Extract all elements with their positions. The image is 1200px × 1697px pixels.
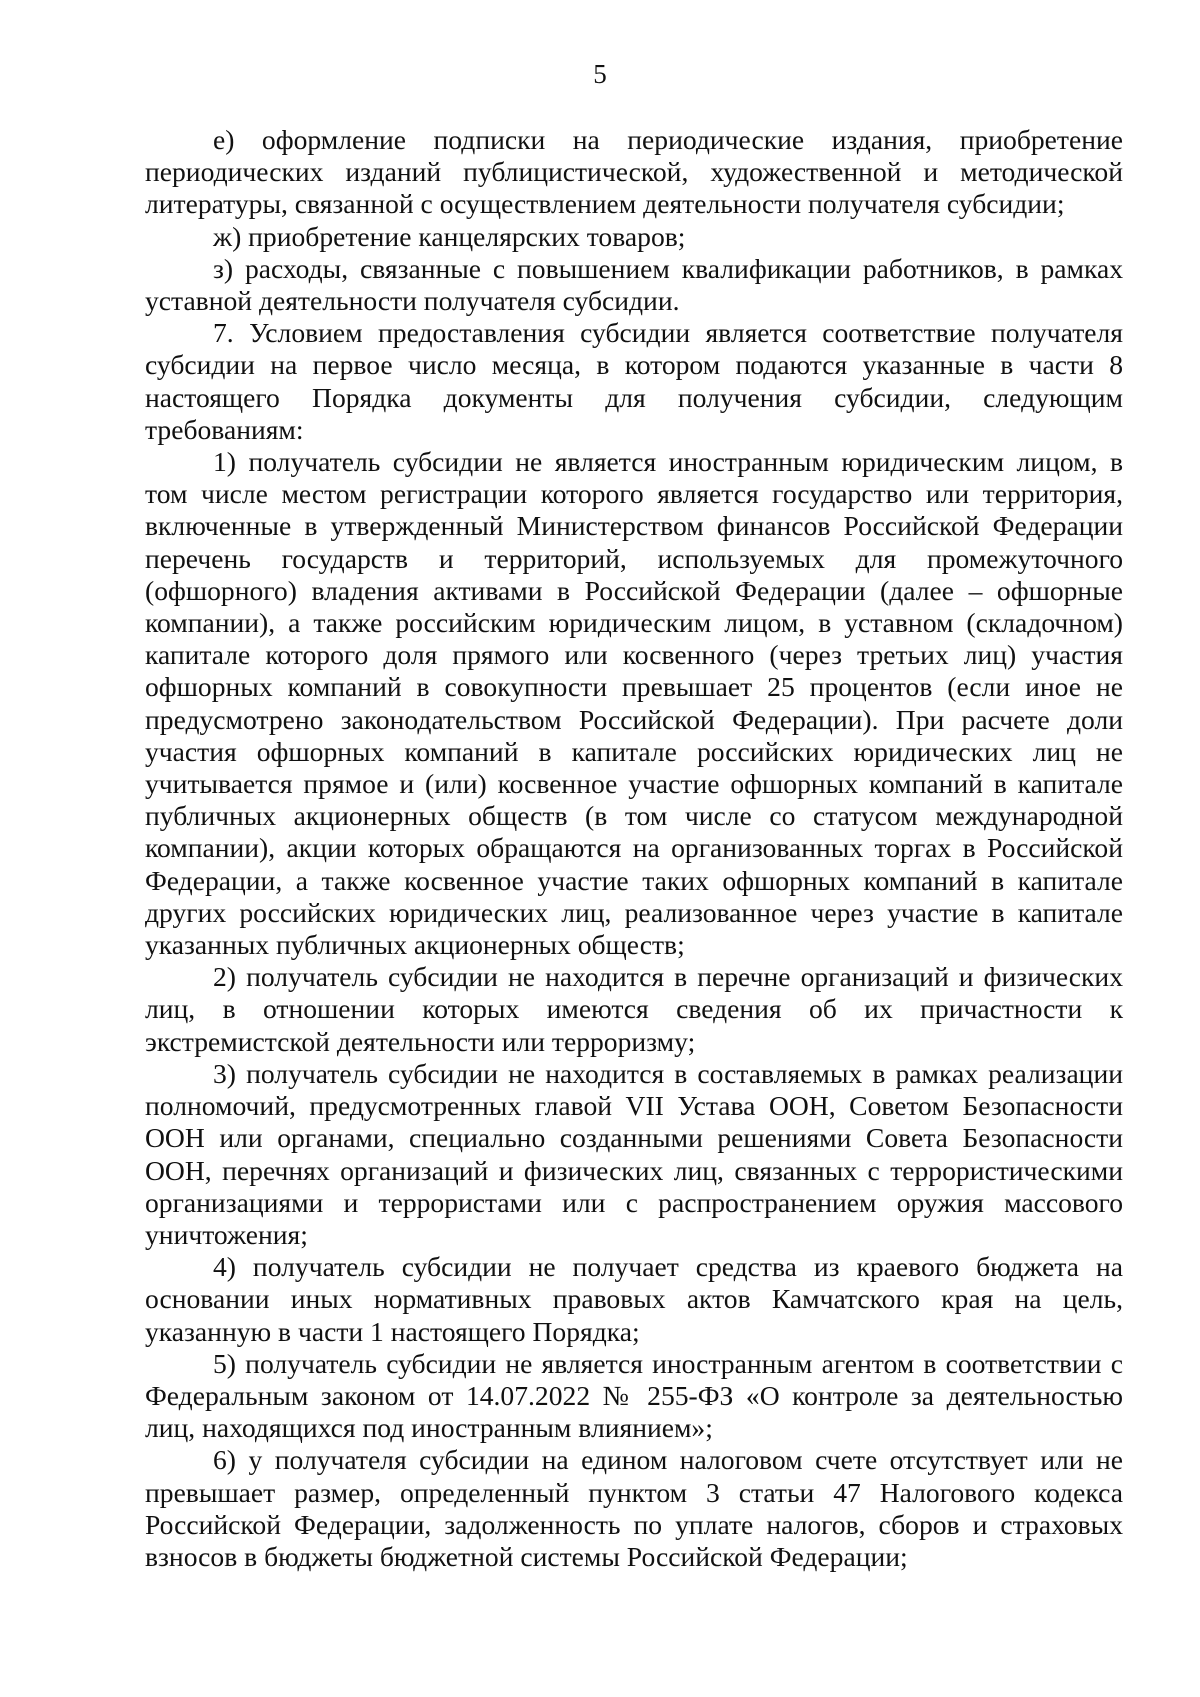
paragraph-7: 7. Условием предоставления субсидии является соответствие получателя субсидии на первое число месяца, в котором подаются указанные в части 8 настоящего Порядка документы для получения субсидии, следующим требованиям: bbox=[145, 317, 1123, 445]
paragraph-7-5: 5) получатель субсидии не является иностранным агентом в соответствии с Федеральным законом от 14.07.2022 № 255-ФЗ «О контроле за деятельностью лиц, находящихся под иностранным влиянием»; bbox=[145, 1347, 1123, 1444]
paragraph-zh: ж) приобретение канцелярских товаров; bbox=[213, 220, 686, 252]
paragraph-7-4: 4) получатель субсидии не получает средства из краевого бюджета на основании иных нормативных правовых актов Камчатского края на цель, указанную в части 1 настоящего Порядка; bbox=[145, 1251, 1123, 1347]
page-number: 5 bbox=[593, 59, 607, 89]
paragraph-e: е) оформление подписки на периодические издания, приобретение периодических изданий публицистической, художественной и методической литературы, связанной с осуществлением деятельности получателя субсидии; bbox=[145, 124, 1123, 220]
paragraph-7-3: 3) получатель субсидии не находится в составляемых в рамках реализации полномочий, предусмотренных главой VII Устава ООН, Советом Безопасности ООН или органами, специально созданными решениями Совета Безопасности ООН, перечнях организаций и физических лиц, связанных с террористическими организациями и террористами или с распространением оружия массового уничтожения; bbox=[145, 1057, 1123, 1250]
paragraph-7-1: 1) получатель субсидии не является иностранным юридическим лицом, в том числе местом регистрации которого является государство или территория, включенные в утвержденный Министерством финансов Российской Федерации перечень государств и территорий, используемых для промежуточного (офшорного) владения активами в Российской Федерации (далее – офшорные компании), а также российским юридическим лицом, в уставном (складочном) капитале которого доля прямого или косвенного (через третьих лиц) участия офшорных компаний в совокупности превышает 25 процентов (если иное не предусмотрено законодательством Российской Федерации). При расчете доли участия офшорных компаний в капитале российских юридических лиц не учитывается прямое и (или) косвенное участие офшорных компаний в капитале публичных акционерных обществ (в том числе со статусом международной компании), акции которых обращаются на организованных торгах в Российской Федерации, а также косвенное участие таких офшорных компаний в капитале других российских юридических лиц, реализованное через участие в капитале указанных публичных акционерных обществ; bbox=[145, 446, 1123, 961]
document-body bbox=[145, 124, 1123, 1573]
paragraph-7-6: 6) у получателя субсидии на едином налоговом счете отсутствует или не превышает размер, определенный пунктом 3 статьи 47 Налогового кодекса Российской Федерации, задолженность по уплате налогов, сборов и страховых взносов в бюджеты бюджетной системы Российской Федерации; bbox=[145, 1444, 1123, 1572]
paragraph-7-2: 2) получатель субсидии не находится в перечне организаций и физических лиц, в отношении которых имеются сведения об их причастности к экстремистской деятельности или терроризму; bbox=[145, 961, 1123, 1057]
paragraph-z: з) расходы, связанные с повышением квалификации работников, в рамках уставной деятельности получателя субсидии. bbox=[145, 252, 1123, 317]
